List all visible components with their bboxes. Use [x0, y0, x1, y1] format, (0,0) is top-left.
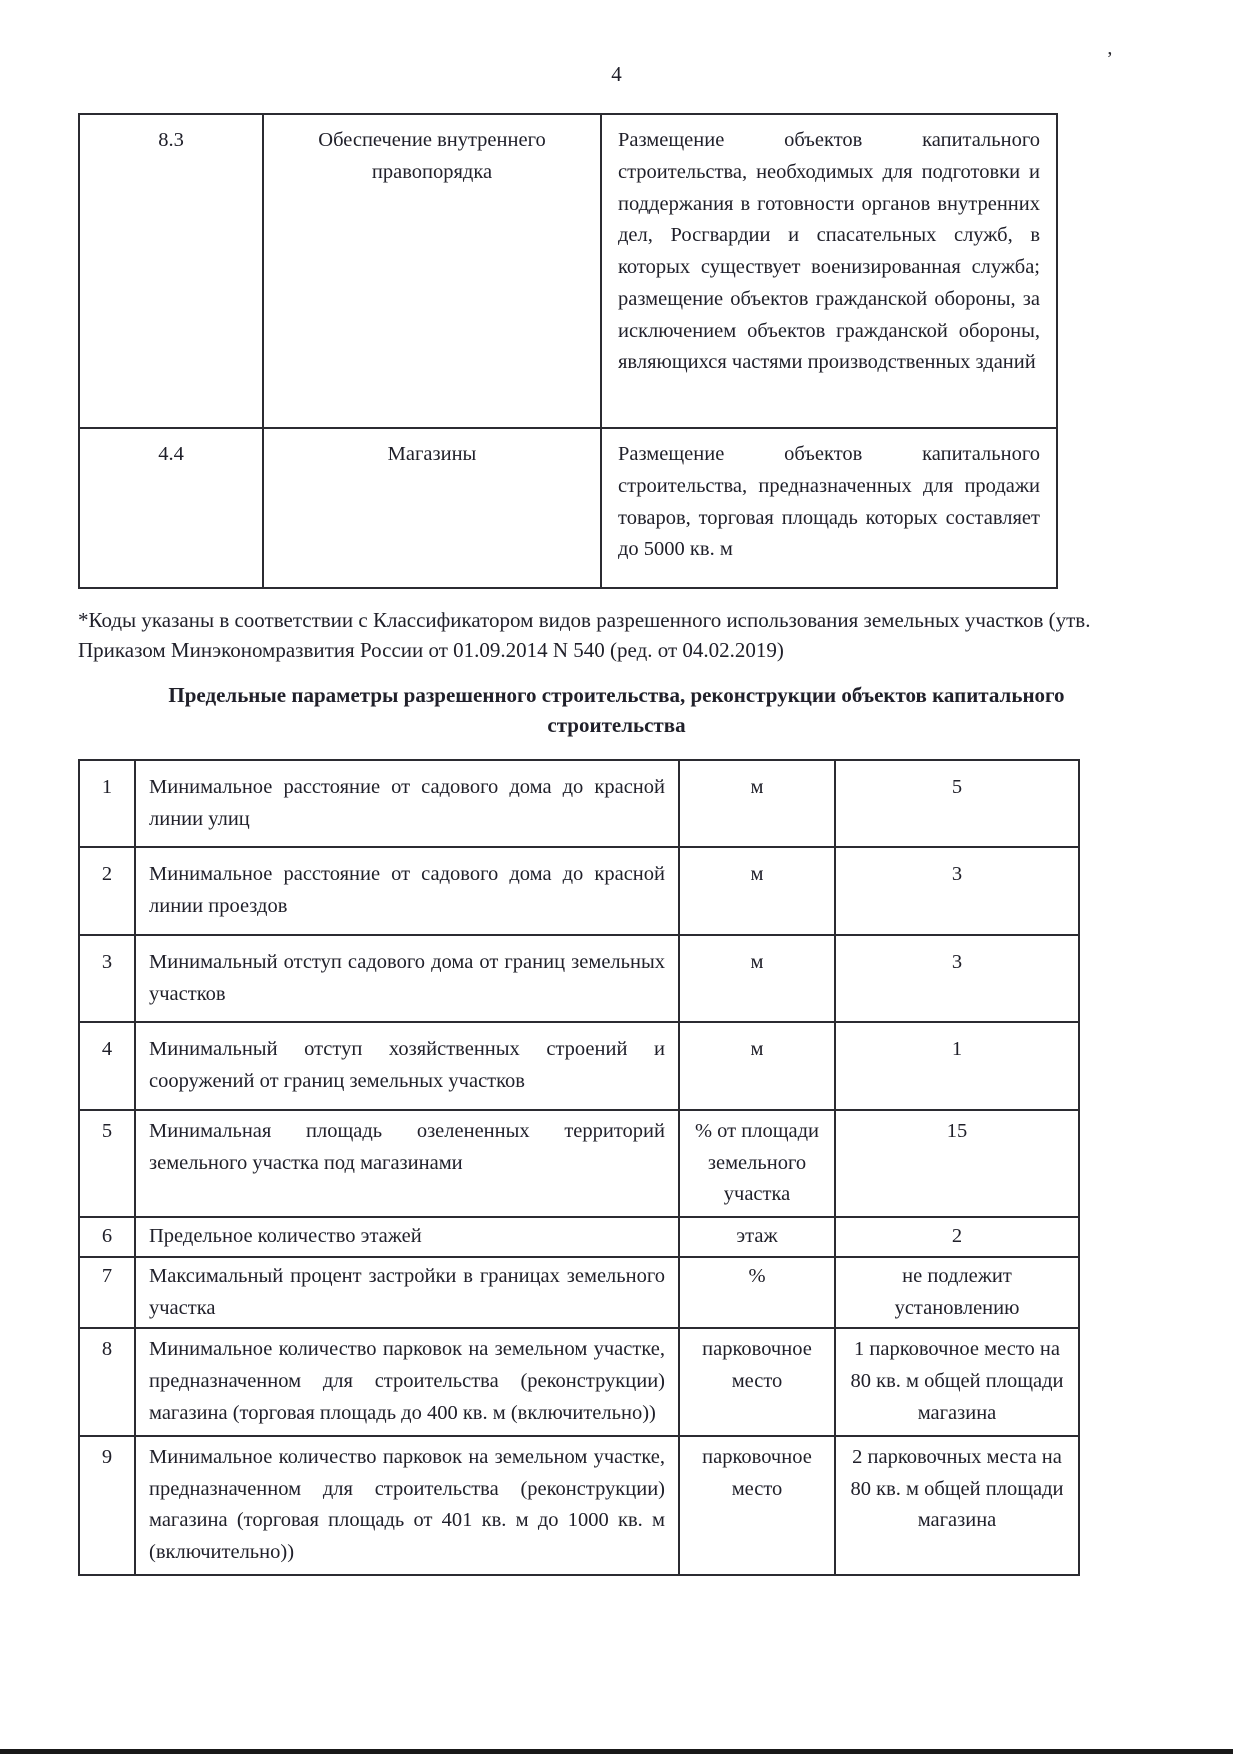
unit-cell: м [679, 1022, 835, 1110]
unit-cell: парковочное место [679, 1436, 835, 1575]
value-cell: 1 [835, 1022, 1079, 1110]
parameter-cell: Минимальное количество парковок на земельном участке, предназначенном для строительства (реконструкции) магазина (торговая площадь до 400 кв. м (включительно)) [135, 1328, 679, 1435]
land-use-table [78, 113, 1058, 589]
table-row [79, 847, 1079, 935]
page-number: 4 [611, 62, 622, 86]
value-cell: 2 [835, 1217, 1079, 1257]
table-row [79, 935, 1079, 1023]
row-number-cell: 9 [79, 1436, 135, 1575]
value-cell: 2 парковочных места на 80 кв. м общей площади магазина [835, 1436, 1079, 1575]
unit-cell: этаж [679, 1217, 835, 1257]
unit-cell: % от площади земельного участка [679, 1110, 835, 1217]
unit-cell: м [679, 847, 835, 935]
parameter-cell: Минимальное расстояние от садового дома до красной линии проездов [135, 847, 679, 935]
section-heading: Предельные параметры разрешенного строительства, реконструкции объектов капитального строительства [168, 682, 1065, 738]
value-cell: 3 [835, 935, 1079, 1023]
parameter-cell: Минимальное расстояние от садового дома до красной линии улиц [135, 760, 679, 848]
use-description-cell: Размещение объектов капитального строительства, предназначенных для продажи товаров, торговая площадь которых составляет до 5000 кв. м [601, 428, 1057, 588]
parameter-cell: Минимальная площадь озелененных территорий земельного участка под магазинами [135, 1110, 679, 1217]
parameter-cell: Предельное количество этажей [135, 1217, 679, 1257]
unit-cell: м [679, 760, 835, 848]
use-name-cell: Обеспечение внутреннего правопорядка [263, 114, 601, 428]
value-cell: 5 [835, 760, 1079, 848]
classifier-footnote: *Коды указаны в соответствии с Классификатором видов разрешенного использования земельных участков (утв. Приказом Минэкономразвития России от 01.09.2014 N 540 (ред. от 04.02.2019) [78, 608, 1091, 663]
unit-cell: % [679, 1257, 835, 1329]
parameter-cell: Минимальный отступ садового дома от границ земельных участков [135, 935, 679, 1023]
scan-edge-line [0, 1749, 1233, 1754]
parameter-cell: Минимальный отступ хозяйственных строений и сооружений от границ земельных участков [135, 1022, 679, 1110]
table-row [79, 114, 1057, 428]
scan-artifact-mark: ’ [1106, 48, 1113, 70]
row-number-cell: 3 [79, 935, 135, 1023]
row-number-cell: 7 [79, 1257, 135, 1329]
row-number-cell: 4 [79, 1022, 135, 1110]
use-name-cell: Магазины [263, 428, 601, 588]
value-cell: не подлежит установлению [835, 1257, 1079, 1329]
unit-cell: парковочное место [679, 1328, 835, 1435]
value-cell: 15 [835, 1110, 1079, 1217]
row-number-cell: 2 [79, 847, 135, 935]
use-description-cell: Размещение объектов капитального строительства, необходимых для подготовки и поддержания в готовности органов внутренних дел, Росгвардии и спасательных служб, в которых существует военизированная служба; размещение объектов гражданской обороны, за исключением объектов гражданской обороны, являющихся частями производственных зданий [601, 114, 1057, 428]
table-row [79, 428, 1057, 588]
use-code-cell: 4.4 [79, 428, 263, 588]
table-row [79, 1110, 1079, 1217]
table-row [79, 1328, 1079, 1435]
value-cell: 1 парковочное место на 80 кв. м общей площади магазина [835, 1328, 1079, 1435]
table-row [79, 1022, 1079, 1110]
table-row [79, 1436, 1079, 1575]
parameter-cell: Минимальное количество парковок на земельном участке, предназначенном для строительства (реконструкции) магазина (торговая площадь от 401 кв. м до 1000 кв. м (включительно)) [135, 1436, 679, 1575]
parameter-cell: Максимальный процент застройки в границах земельного участка [135, 1257, 679, 1329]
use-code-cell: 8.3 [79, 114, 263, 428]
row-number-cell: 6 [79, 1217, 135, 1257]
row-number-cell: 8 [79, 1328, 135, 1435]
table-row [79, 1217, 1079, 1257]
row-number-cell: 5 [79, 1110, 135, 1217]
unit-cell: м [679, 935, 835, 1023]
limit-parameters-table [78, 759, 1080, 1576]
table-row [79, 760, 1079, 848]
value-cell: 3 [835, 847, 1079, 935]
row-number-cell: 1 [79, 760, 135, 848]
table-row [79, 1257, 1079, 1329]
